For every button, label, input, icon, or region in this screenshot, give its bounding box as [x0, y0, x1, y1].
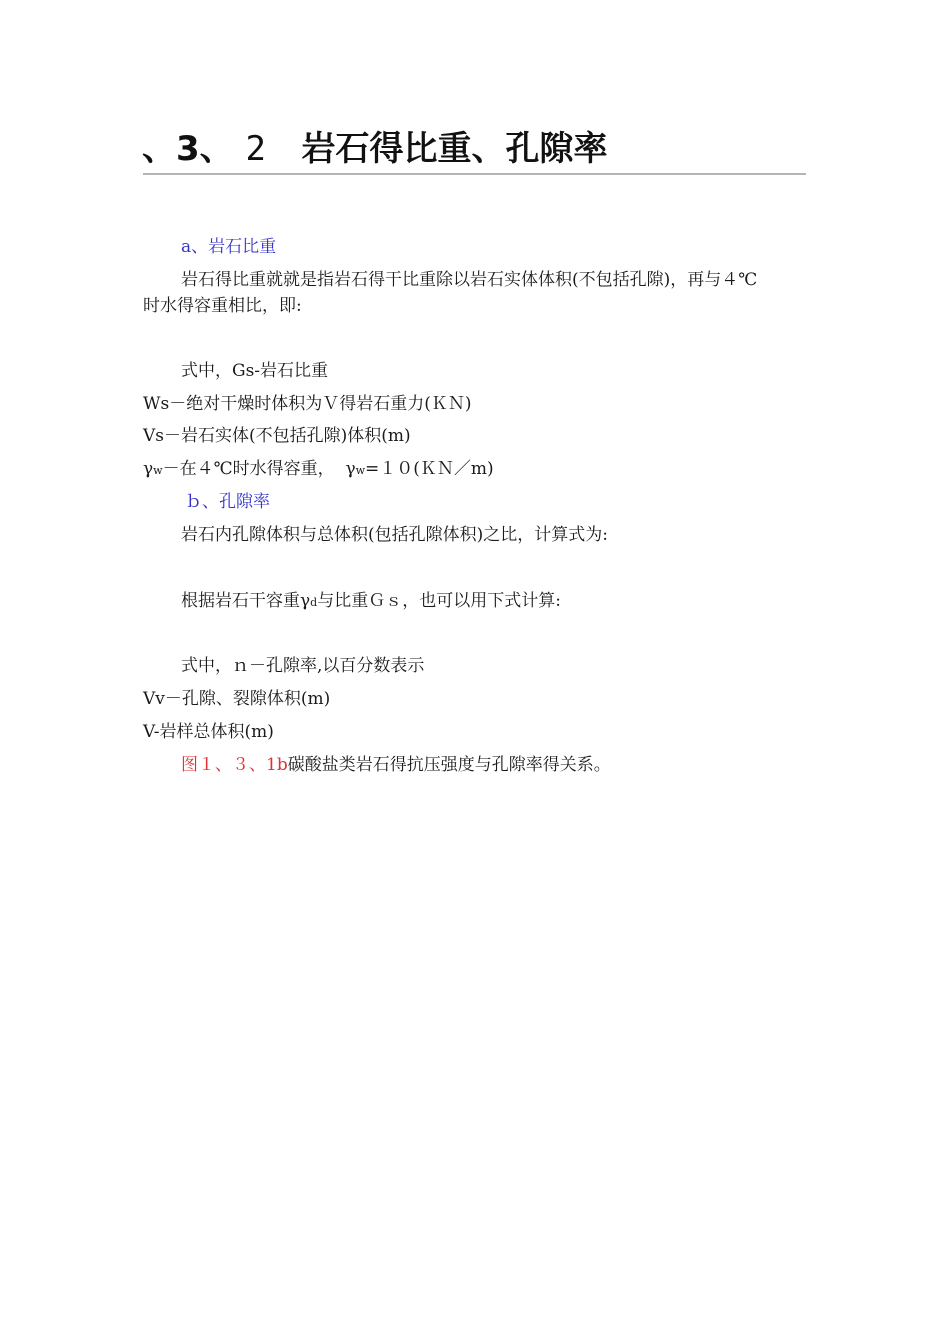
gamma-w-text: －在４℃时水得容重， [162, 459, 335, 479]
section-a-label: a、岩石比重 [181, 237, 277, 257]
vs-definition: Vs－岩石实体(不包括孔隙)体积(m) [143, 426, 411, 446]
dry-density-text: 根据岩石干容重 [181, 591, 300, 611]
section-b-where: 式中，ｎ－孔隙率,以百分数表示 [181, 656, 425, 676]
heading-number: 2 [245, 129, 266, 169]
heading-title: 岩石得比重、孔隙率 [301, 129, 608, 169]
gamma-symbol: γ [300, 591, 311, 611]
gamma-w-definition [143, 458, 494, 482]
section-b-label: ｂ、孔隙率 [185, 492, 270, 512]
gamma-symbol: γ [345, 459, 356, 479]
figure-caption: 碳酸盐类岩石得抗压强度与孔隙率得关系。 [287, 755, 611, 775]
gamma-subscript: w [355, 464, 366, 477]
section-a-where: 式中，Gs-岩石比重 [181, 361, 329, 381]
figure-caption-line [181, 754, 611, 776]
section-heading [142, 126, 608, 172]
section-b-desc: 岩石内孔隙体积与总体积(包括孔隙体积)之比，计算式为: [181, 525, 608, 545]
dry-density-line [181, 590, 561, 614]
section-a-desc-line1: 岩石得比重就就是指岩石得干比重除以岩石实体体积(不包括孔隙)，再与４℃ [181, 270, 758, 290]
heading-prefix: 、3、 [142, 129, 234, 169]
gamma-symbol: γ [143, 459, 154, 479]
section-a-desc-line2: 时水得容重相比，即: [143, 296, 302, 316]
gamma-subscript: w [153, 464, 163, 477]
ws-definition: Ws－绝对干燥时体积为Ｖ得岩石重力(ＫＮ) [143, 394, 472, 414]
gamma-subscript: d [310, 596, 318, 609]
vv-definition: Vv－孔隙、裂隙体积(m) [143, 689, 331, 709]
dry-density-text-2: 与比重Ｇｓ，也可以用下式计算: [317, 591, 561, 611]
gamma-w-value: =１０(ＫＮ／m) [365, 459, 494, 479]
figure-reference: 图１、３、1b [181, 755, 288, 775]
heading-divider [143, 173, 806, 175]
v-definition: V-岩样总体积(m) [143, 722, 274, 742]
